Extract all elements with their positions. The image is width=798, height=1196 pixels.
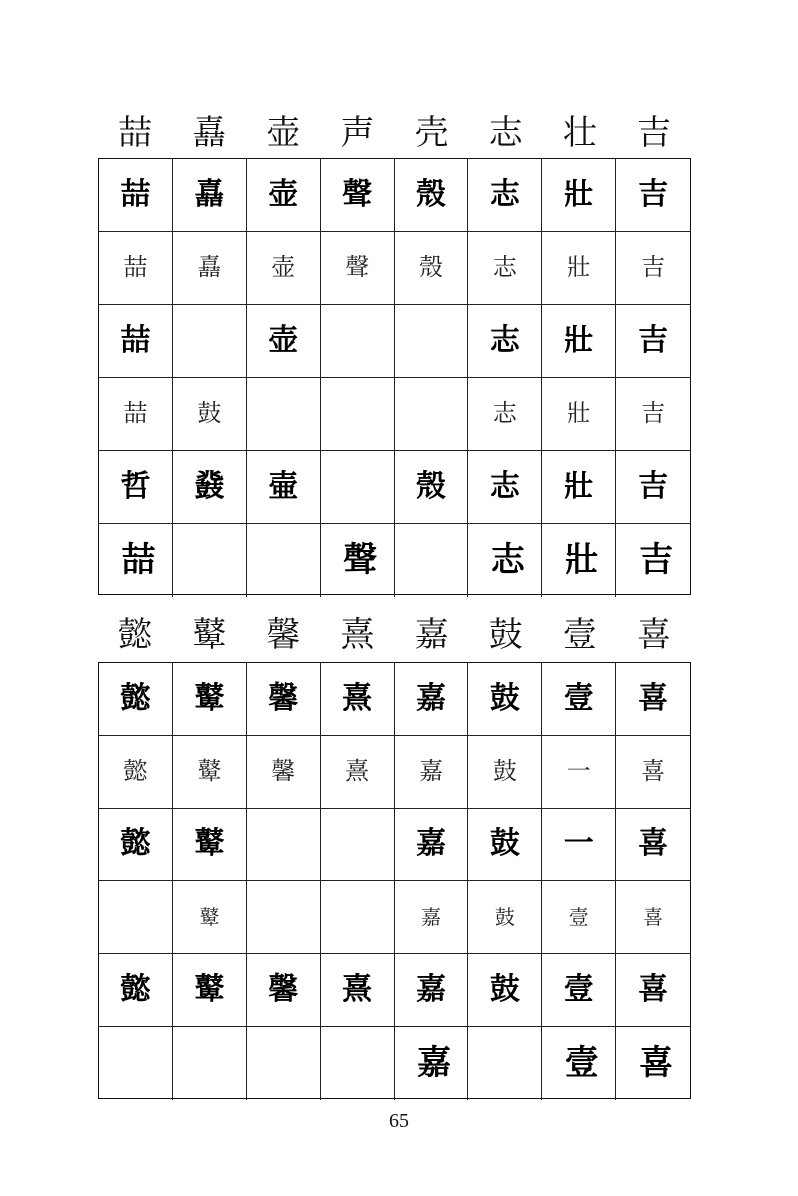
table-cell — [321, 378, 395, 451]
table-cell — [616, 809, 690, 882]
character-glyph: 嚞 — [194, 176, 225, 212]
table1-header — [98, 108, 691, 158]
character-glyph: 壶 — [268, 176, 299, 212]
character-glyph: 殼 — [418, 253, 443, 282]
table-cell — [542, 524, 616, 597]
character-glyph: 壯 — [563, 322, 594, 358]
character-glyph: 喆 — [120, 322, 151, 358]
table-cell — [468, 809, 542, 882]
table-cell — [542, 809, 616, 882]
table-cell — [468, 378, 542, 451]
table-cell — [247, 524, 321, 597]
character-glyph: 喜 — [638, 680, 669, 716]
character-glyph: 壹 — [568, 904, 589, 929]
table-cell — [542, 159, 616, 232]
column-header: 壶 — [266, 113, 301, 153]
table-cell — [247, 809, 321, 882]
table-cell — [468, 954, 542, 1027]
table-cell — [173, 305, 247, 378]
character-glyph: 鼓 — [494, 904, 515, 929]
table-cell — [99, 524, 173, 597]
table-cell — [542, 954, 616, 1027]
character-glyph: 喆 — [121, 539, 150, 580]
table-cell — [468, 1027, 542, 1100]
table-cell — [542, 736, 616, 809]
column-header: 鼙 — [192, 615, 227, 655]
character-glyph: 喆 — [123, 399, 148, 428]
table-cell — [321, 451, 395, 524]
table-cell — [395, 663, 469, 736]
character-glyph: 馨 — [271, 756, 296, 785]
character-glyph: 鼙 — [194, 826, 225, 862]
character-glyph: 鼙 — [194, 971, 225, 1007]
table-cell — [616, 451, 690, 524]
column-header: 志 — [488, 113, 523, 153]
character-glyph: 吉 — [639, 539, 668, 580]
table-cell — [247, 1027, 321, 1100]
character-glyph: 喆 — [120, 176, 151, 212]
character-glyph: 志 — [492, 399, 517, 428]
character-glyph: 一 — [566, 756, 591, 785]
character-glyph: 鼙 — [194, 680, 225, 716]
table-cell — [247, 451, 321, 524]
column-header: 嚞 — [192, 113, 227, 153]
character-glyph: 嘉 — [418, 756, 443, 785]
table-cell — [468, 232, 542, 305]
character-glyph: 鼓 — [489, 680, 520, 716]
table-cell — [468, 881, 542, 954]
table-cell — [468, 663, 542, 736]
table-cell — [173, 809, 247, 882]
table-cell — [542, 881, 616, 954]
table-cell — [99, 881, 173, 954]
table-cell — [321, 524, 395, 597]
table-cell — [247, 305, 321, 378]
character-glyph: 鼙 — [197, 756, 222, 785]
character-glyph: 殼 — [415, 468, 446, 504]
table-cell — [99, 305, 173, 378]
character-glyph: 鼗 — [194, 468, 225, 504]
column-header: 鼓 — [488, 615, 523, 655]
table-cell — [99, 451, 173, 524]
table-cell — [321, 1027, 395, 1100]
character-glyph: 壯 — [563, 176, 594, 212]
character-glyph: 喜 — [639, 1042, 668, 1083]
table-cell — [395, 524, 469, 597]
character-glyph: 志 — [490, 539, 519, 580]
character-glyph: 嘉 — [415, 680, 446, 716]
character-glyph: 壶 — [271, 253, 296, 282]
table-cell — [173, 159, 247, 232]
column-header: 喜 — [636, 615, 671, 655]
table-cell — [173, 378, 247, 451]
character-glyph: 哲 — [120, 468, 151, 504]
character-glyph: 熹 — [342, 680, 373, 716]
table-cell — [321, 736, 395, 809]
table-cell — [616, 159, 690, 232]
character-glyph: 馨 — [268, 971, 299, 1007]
character-glyph: 聲 — [343, 539, 372, 580]
character-glyph: 志 — [489, 468, 520, 504]
character-glyph: 一 — [563, 826, 594, 862]
table2-grid — [98, 662, 691, 1099]
character-glyph: 懿 — [120, 680, 151, 716]
table-cell — [321, 954, 395, 1027]
character-glyph: 懿 — [123, 756, 148, 785]
column-header: 馨 — [266, 615, 301, 655]
character-glyph: 熹 — [342, 971, 373, 1007]
column-header: 喆 — [118, 113, 153, 153]
character-glyph: 喜 — [641, 756, 666, 785]
table-cell — [321, 881, 395, 954]
page-number: 65 — [389, 1110, 409, 1132]
column-header: 声 — [340, 113, 375, 153]
table-cell — [395, 736, 469, 809]
table-cell — [395, 159, 469, 232]
table-cell — [173, 881, 247, 954]
table-cell — [468, 159, 542, 232]
character-glyph: 志 — [489, 176, 520, 212]
table-cell — [247, 232, 321, 305]
character-glyph: 壶 — [268, 322, 299, 358]
table-cell — [616, 232, 690, 305]
character-glyph: 懿 — [120, 971, 151, 1007]
character-glyph: 吉 — [638, 176, 669, 212]
character-glyph: 吉 — [638, 468, 669, 504]
column-header: 壹 — [562, 615, 597, 655]
character-glyph: 熹 — [345, 756, 370, 785]
character-glyph: 懿 — [120, 826, 151, 862]
character-glyph: 嚞 — [197, 253, 222, 282]
character-glyph: 吉 — [638, 322, 669, 358]
table-cell — [395, 809, 469, 882]
character-glyph: 鼓 — [489, 971, 520, 1007]
table-cell — [616, 663, 690, 736]
character-glyph: 壯 — [566, 253, 591, 282]
table-cell — [99, 159, 173, 232]
character-glyph: 喜 — [638, 826, 669, 862]
table-cell — [321, 159, 395, 232]
character-glyph: 喜 — [638, 971, 669, 1007]
character-glyph: 壯 — [566, 399, 591, 428]
character-glyph: 鼓 — [492, 756, 517, 785]
table-cell — [173, 663, 247, 736]
table-cell — [616, 881, 690, 954]
character-glyph: 嘉 — [415, 826, 446, 862]
table-cell — [468, 524, 542, 597]
character-glyph: 嘉 — [415, 971, 446, 1007]
table1-grid — [98, 158, 691, 595]
character-glyph: 壹 — [563, 680, 594, 716]
table-cell — [616, 524, 690, 597]
table-cell — [247, 954, 321, 1027]
character-glyph: 志 — [489, 322, 520, 358]
table-cell — [247, 736, 321, 809]
character-glyph: 嘉 — [420, 904, 441, 929]
character-glyph: 壹 — [564, 1042, 593, 1083]
table-cell — [616, 305, 690, 378]
table-cell — [321, 232, 395, 305]
column-header: 熹 — [340, 615, 375, 655]
table-cell — [173, 736, 247, 809]
column-header: 壮 — [562, 113, 597, 153]
table-cell — [616, 1027, 690, 1100]
table-cell — [173, 524, 247, 597]
character-glyph: 壯 — [563, 468, 594, 504]
table-cell — [99, 232, 173, 305]
table-cell — [468, 451, 542, 524]
character-glyph: 鼙 — [199, 904, 220, 929]
character-glyph: 殼 — [415, 176, 446, 212]
table-cell — [173, 451, 247, 524]
table-cell — [99, 736, 173, 809]
table-cell — [247, 159, 321, 232]
character-glyph: 馨 — [268, 680, 299, 716]
character-glyph: 吉 — [641, 399, 666, 428]
table-cell — [468, 305, 542, 378]
table-cell — [542, 451, 616, 524]
column-header: 壳 — [414, 113, 449, 153]
character-glyph: 志 — [492, 253, 517, 282]
column-header: 懿 — [118, 615, 153, 655]
table-cell — [247, 881, 321, 954]
character-glyph: 喜 — [643, 904, 664, 929]
table-cell — [321, 809, 395, 882]
table-cell — [542, 1027, 616, 1100]
table-cell — [542, 378, 616, 451]
table-cell — [247, 663, 321, 736]
table-cell — [173, 1027, 247, 1100]
column-header: 嘉 — [414, 615, 449, 655]
character-glyph: 鼓 — [197, 399, 222, 428]
table-cell — [99, 378, 173, 451]
table-cell — [395, 881, 469, 954]
table-cell — [247, 378, 321, 451]
character-glyph: 聲 — [342, 176, 373, 212]
table-cell — [395, 451, 469, 524]
table-cell — [395, 232, 469, 305]
table-cell — [616, 736, 690, 809]
table-cell — [321, 663, 395, 736]
table-cell — [99, 663, 173, 736]
table-cell — [468, 736, 542, 809]
table-cell — [321, 305, 395, 378]
table-cell — [616, 378, 690, 451]
table2-header — [98, 610, 691, 660]
table-cell — [99, 1027, 173, 1100]
table-cell — [616, 954, 690, 1027]
character-glyph: 壷 — [268, 468, 299, 504]
table-cell — [542, 305, 616, 378]
table-cell — [395, 1027, 469, 1100]
column-header: 吉 — [636, 113, 671, 153]
character-glyph: 聲 — [345, 253, 370, 282]
table-cell — [99, 954, 173, 1027]
table-cell — [542, 663, 616, 736]
table-cell — [173, 232, 247, 305]
table-cell — [395, 305, 469, 378]
character-glyph: 壯 — [564, 539, 593, 580]
character-glyph: 吉 — [641, 253, 666, 282]
character-glyph: 嘉 — [416, 1042, 445, 1083]
table-cell — [395, 954, 469, 1027]
table-cell — [99, 809, 173, 882]
character-glyph: 鼓 — [489, 826, 520, 862]
table-cell — [542, 232, 616, 305]
table-cell — [173, 954, 247, 1027]
character-glyph: 壹 — [563, 971, 594, 1007]
table-cell — [395, 378, 469, 451]
character-glyph: 喆 — [123, 253, 148, 282]
